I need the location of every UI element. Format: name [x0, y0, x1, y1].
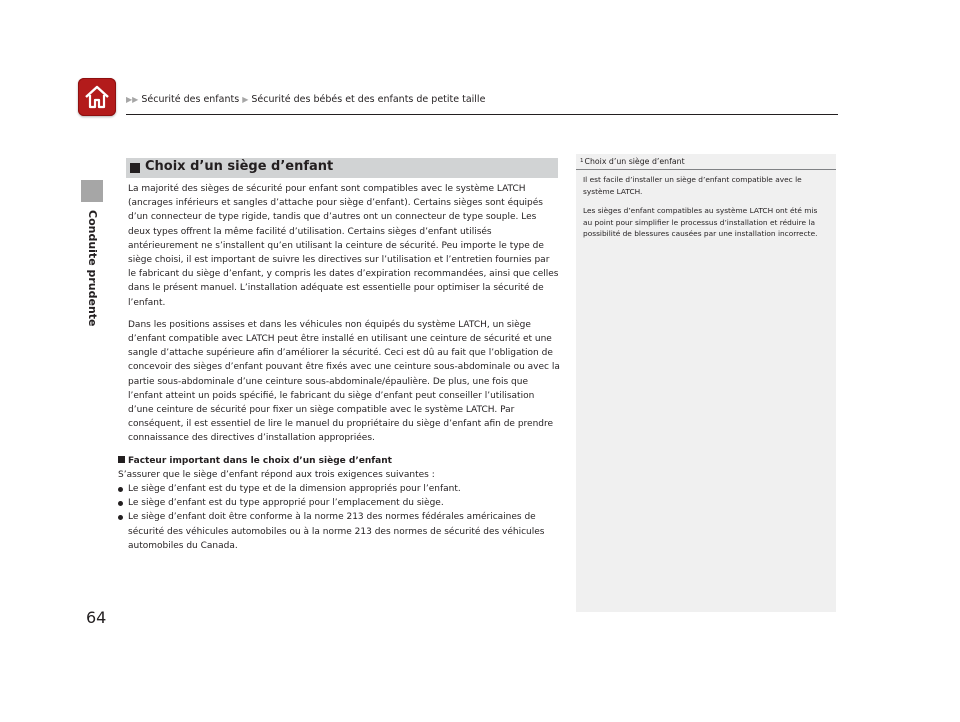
list-item [118, 510, 560, 553]
section-heading [126, 158, 558, 178]
sidebar-paragraph: Les sièges d’enfant compatibles au système LATCH ont été mis au point pour simplifier le processus d’installation et réduire la possibilité de blessures causées par une installation incorrecte. [583, 206, 818, 239]
chapter-tab-marker [81, 180, 103, 202]
breadcrumb [126, 94, 485, 105]
home-button[interactable] [78, 78, 116, 116]
sidebar-body [583, 174, 827, 248]
sidebar-ref-number: 1 [580, 158, 584, 164]
list-item-text: Le siège d’enfant est du type et de la dimension appropriés pour l’enfant. [128, 484, 461, 495]
list-item-text: Le siège d’enfant est du type approprié pour l’emplacement du siège. [128, 498, 444, 509]
sidebar-paragraph: Il est facile d’installer un siège d’enfant compatible avec le système LATCH. [583, 175, 802, 196]
paragraph: Dans les positions assises et dans les véhicules non équipés du système LATCH, un siège d’enfant compatible avec LATCH peut être installé en utilisant une ceinture de sécurité et une sangle d’attache supérieure afin d’améliorer la sécurité. Ceci est dû au fait que l’obligation de concevoir des sièges d’enfant pouvant être fixés avec une ceinture sous-abdominale ou avec la partie sous-abdominale d’une ceinture sous-abdominale/épaulière. De plus, une fois que l’enfant atteint un poids spécifié, le fabricant du siège d’enfant peut conseiller l’utilisation d’une ceinture de sécurité pour fixer un siège compatible avec le système LATCH. Par conséquent, il est essentiel de lire le manuel du propriétaire du siège d’enfant afin de prendre connaissance des directives d’installation appropriées. [128, 319, 560, 444]
page-number: 64 [86, 608, 107, 627]
requirements-intro: S’assurer que le siège d’enfant répond aux trois exigences suivantes : [118, 469, 435, 480]
subheading [118, 454, 560, 468]
subheading-square-icon [118, 456, 125, 463]
sidebar-divider [576, 169, 836, 170]
section-title: Choix d’un siège d’enfant [145, 159, 334, 174]
sidebar-title: Choix d’un siège d’enfant [584, 157, 685, 166]
breadcrumb-arrow-icon: ▶▶ [126, 95, 139, 104]
breadcrumb-item-infants-small-children[interactable]: Sécurité des bébés et des enfants de petite taille [251, 94, 486, 105]
main-content [118, 182, 560, 553]
list-item [118, 482, 560, 496]
subheading-text: Facteur important dans le choix d’un siège d’enfant [128, 455, 392, 466]
section-square-icon [130, 163, 140, 173]
bullet-icon [118, 501, 123, 506]
sidebar-heading [580, 157, 685, 166]
home-icon [83, 83, 111, 111]
list-item [118, 496, 560, 510]
requirements-list [118, 482, 560, 553]
breadcrumb-item-child-safety[interactable]: Sécurité des enfants [141, 94, 240, 105]
chapter-label: Conduite prudente [86, 210, 99, 327]
header-divider [126, 114, 838, 115]
sidebar-note [576, 154, 836, 612]
paragraph: La majorité des sièges de sécurité pour enfant sont compatibles avec le système LATCH (ancrages inférieurs et sangles d’attache pour siège d’enfant). Certains sièges sont équipés d’un connecteur de type rigide, tandis que d’autres ont un connecteur de type souple. Les deux types offrent la même facilité d’utilisation. Certains sièges d’enfant utilisés antérieurement ne s’installent qu’en utilisant la ceinture de sécurité. Peu importe le type de siège choisi, il est important de suivre les directives sur l’utilisation et l’entretien fournies par le fabricant du siège d’enfant, y compris les dates d’expiration recommandées, ainsi que celles dans le présent manuel. L’installation adéquate est essentielle pour optimiser la sécurité de l’enfant. [128, 184, 559, 308]
bullet-icon [118, 487, 123, 492]
list-item-text: Le siège d’enfant doit être conforme à la norme 213 des normes fédérales américaines de sécurité des véhicules automobiles ou à la norme 213 des normes de sécurité des véhicules automobiles du Canada. [128, 512, 545, 551]
bullet-icon [118, 515, 123, 520]
breadcrumb-arrow-icon: ▶ [242, 95, 249, 104]
